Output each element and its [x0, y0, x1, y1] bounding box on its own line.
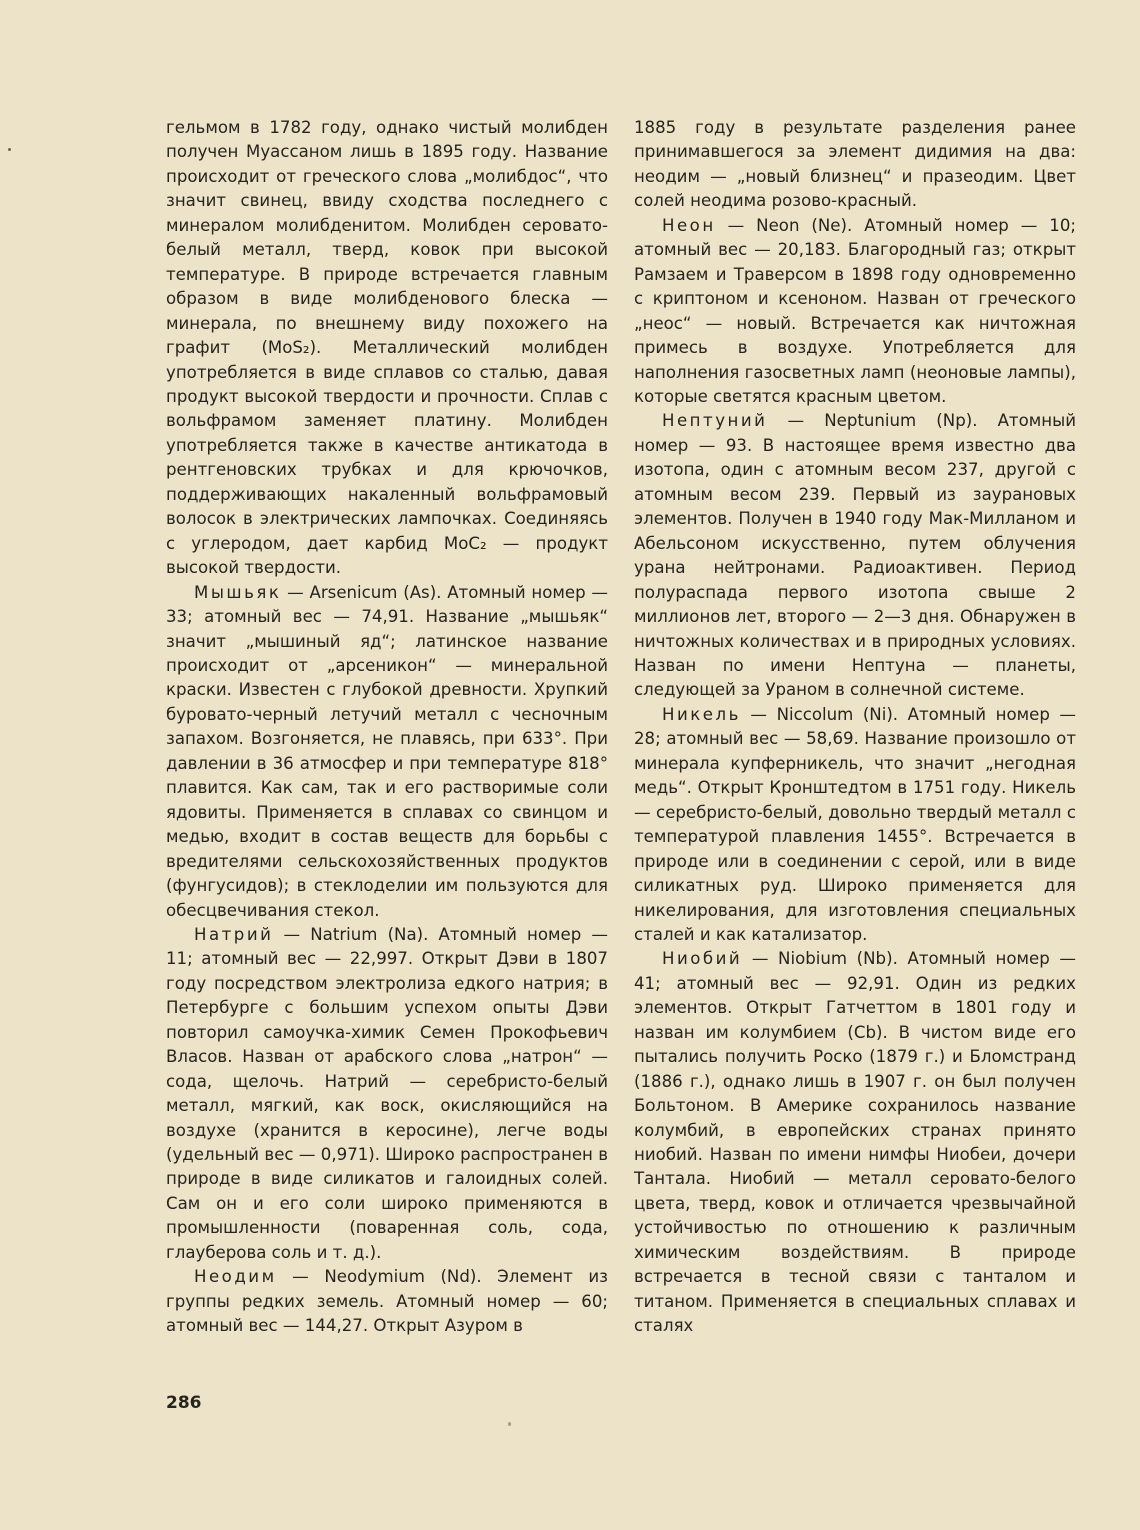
entry-text: — Neodymium (Nd). Элемент из группы редких земель. Атомный номер — 60; атомный вес — 144,27. Открыт Азуром в	[166, 1267, 608, 1336]
paragraph-text: гельмом в 1782 году, однако чистый молибден получен Муассаном лишь в 1895 году. Название происходит от греческого слова „молибдос“, что значит свинец, ввиду сходства последнего с минералом молибденитом. Молибден серовато-белый металл, тверд, ковок при высокой температуре. В природе встречается главным образом в виде молибденового блеска — минерала, по внешнему виду похожего на графит (MoS₂). Металлический молибден употребляется в виде сплавов со сталью, давая продукт высокой твердости и прочности. Сплав с вольфрамом заменяет платину. Молибден употребляется также в качестве антикатода в рентгеновских трубках и для крючочков, поддерживающих накаленный вольфрамовый волосок в электрических лампочках. Соединяясь с углеродом, дает карбид MoC₂ — продукт высокой твердости.	[166, 118, 608, 578]
entry-sodium	[166, 923, 608, 1265]
entry-text: — Neon (Ne). Атомный номер — 10; атомный вес — 20,183. Благородный газ; открыт Рамзаем и Траверсом в 1898 году одновременно с криптоном и ксеноном. Назван от греческого „неос“ — новый. Встречается как ничтожная примесь в воздухе. Употребляется для наполнения газосветных ламп (неоновые лампы), которые светятся красным цветом.	[634, 215, 1076, 406]
entry-neon	[634, 214, 1076, 410]
entry-heading: Нептуний	[662, 411, 768, 431]
entry-heading: Натрий	[194, 924, 274, 944]
entry-neptunium	[634, 409, 1076, 702]
right-column	[634, 116, 1076, 1339]
entry-heading: Ниобий	[662, 949, 743, 969]
entry-nickel	[634, 703, 1076, 948]
left-column	[166, 116, 608, 1339]
entry-text: — Natrium (Na). Атомный номер — 11; атомный вес — 22,997. Открыт Дэви в 1807 году посредством электролиза едкого натрия; в Петербурге с большим успехом опыты Дэви повторил самоучка-химик Семен Прокофьевич Власов. Назван от арабского слова „натрон“ — сода, щелочь. Натрий — серебристо-белый металл, мягкий, как воск, окисляющийся на воздухе (хранится в керосине), легче воды (удельный вес — 0,971). Широко распространен в природе в виде силикатов и галоидных солей. Сам он и его соли широко применяются в промышленности (поваренная соль, сода, глауберова соль и т. д.).	[166, 924, 608, 1262]
paper-speck	[8, 148, 11, 151]
entry-text: — Neptunium (Np). Атомный номер — 93. В настоящее время известно два изотопа, один с атомным весом 237, другой с атомным весом 239. Первый из заурановых элементов. Получен в 1940 году Мак-Милланом и Абельсоном искусственно, путем облучения урана нейтронами. Радиоактивен. Период полураспада первого изотопа свыше 2 миллионов лет, второго — 2—3 дня. Обнаружен в ничтожных количествах и в природных условиях. Назван по имени Нептуна — планеты, следующей за Ураном в солнечной системе.	[634, 411, 1076, 700]
entry-text: — Arsenicum (As). Атомный номер — 33; атомный вес — 74,91. Название „мышьяк“ значит „мышиный яд“; латинское название происходит от „арсеникон“ — минеральной краски. Известен с глубокой древности. Хрупкий буровато-черный летучий металл с чесночным запахом. Возгоняется, не плавясь, при 633°. При давлении в 36 атмосфер и при температуре 818° плавится. Как сам, так и его растворимые соли ядовиты. Применяется в сплавах со свинцом и медью, входит в состав веществ для борьбы с вредителями сельскохозяйственных продуктов (фунгусидов); в стеклоделии им пользуются для обесцвечивания стекол.	[166, 582, 608, 920]
entry-heading: Неон	[662, 215, 716, 235]
entry-heading: Никель	[662, 704, 741, 724]
entry-neodymium	[166, 1265, 608, 1338]
paper-speck	[508, 1422, 511, 1426]
entry-heading: Неодим	[194, 1267, 277, 1287]
entry-text: — Niccolum (Ni). Атомный номер — 28; атомный вес — 58,69. Название произошло от минерала купферникель, что значит „негодная медь“. Открыт Кронштедтом в 1751 году. Никель — серебристо-белый, довольно твердый металл с температурой плавления 1455°. Встречается в природе или в соединении с серой, или в виде силикатных руд. Широко применяется для никелирования, для изготовления специальных сталей и как катализатор.	[634, 704, 1076, 944]
entry-niobium	[634, 947, 1076, 1338]
paragraph-neodymium-continued	[634, 116, 1076, 214]
entry-arsenic	[166, 581, 608, 923]
entry-text: — Niobium (Nb). Атомный номер — 41; атомный вес — 92,91. Один из редких элементов. Открыт Гатчеттом в 1801 году и назван им колумбием (Cb). В чистом виде его пытались получить Роско (1879 г.) и Бломстранд (1886 г.), однако лишь в 1907 г. он был получен Больтоном. В Америке сохранилось название колумбий, в европейских странах принято ниобий. Назван по имени нимфы Ниобеи, дочери Тантала. Ниобий — металл серовато-белого цвета, тверд, ковок и отличается чрезвычайной устойчивостью по отношению к различным химическим воздействиям. В природе встречается в тесной связи с танталом и титаном. Применяется в специальных сплавах и сталях	[634, 949, 1076, 1336]
page-number: 286	[166, 1393, 202, 1413]
paragraph-molybdenum-continued	[166, 116, 608, 581]
paragraph-text: 1885 году в результате разделения ранее принимавшегося за элемент дидимия на два: неодим — „новый близнец“ и празеодим. Цвет солей неодима розово-красный.	[634, 118, 1076, 211]
entry-heading: Мышьяк	[194, 582, 282, 602]
